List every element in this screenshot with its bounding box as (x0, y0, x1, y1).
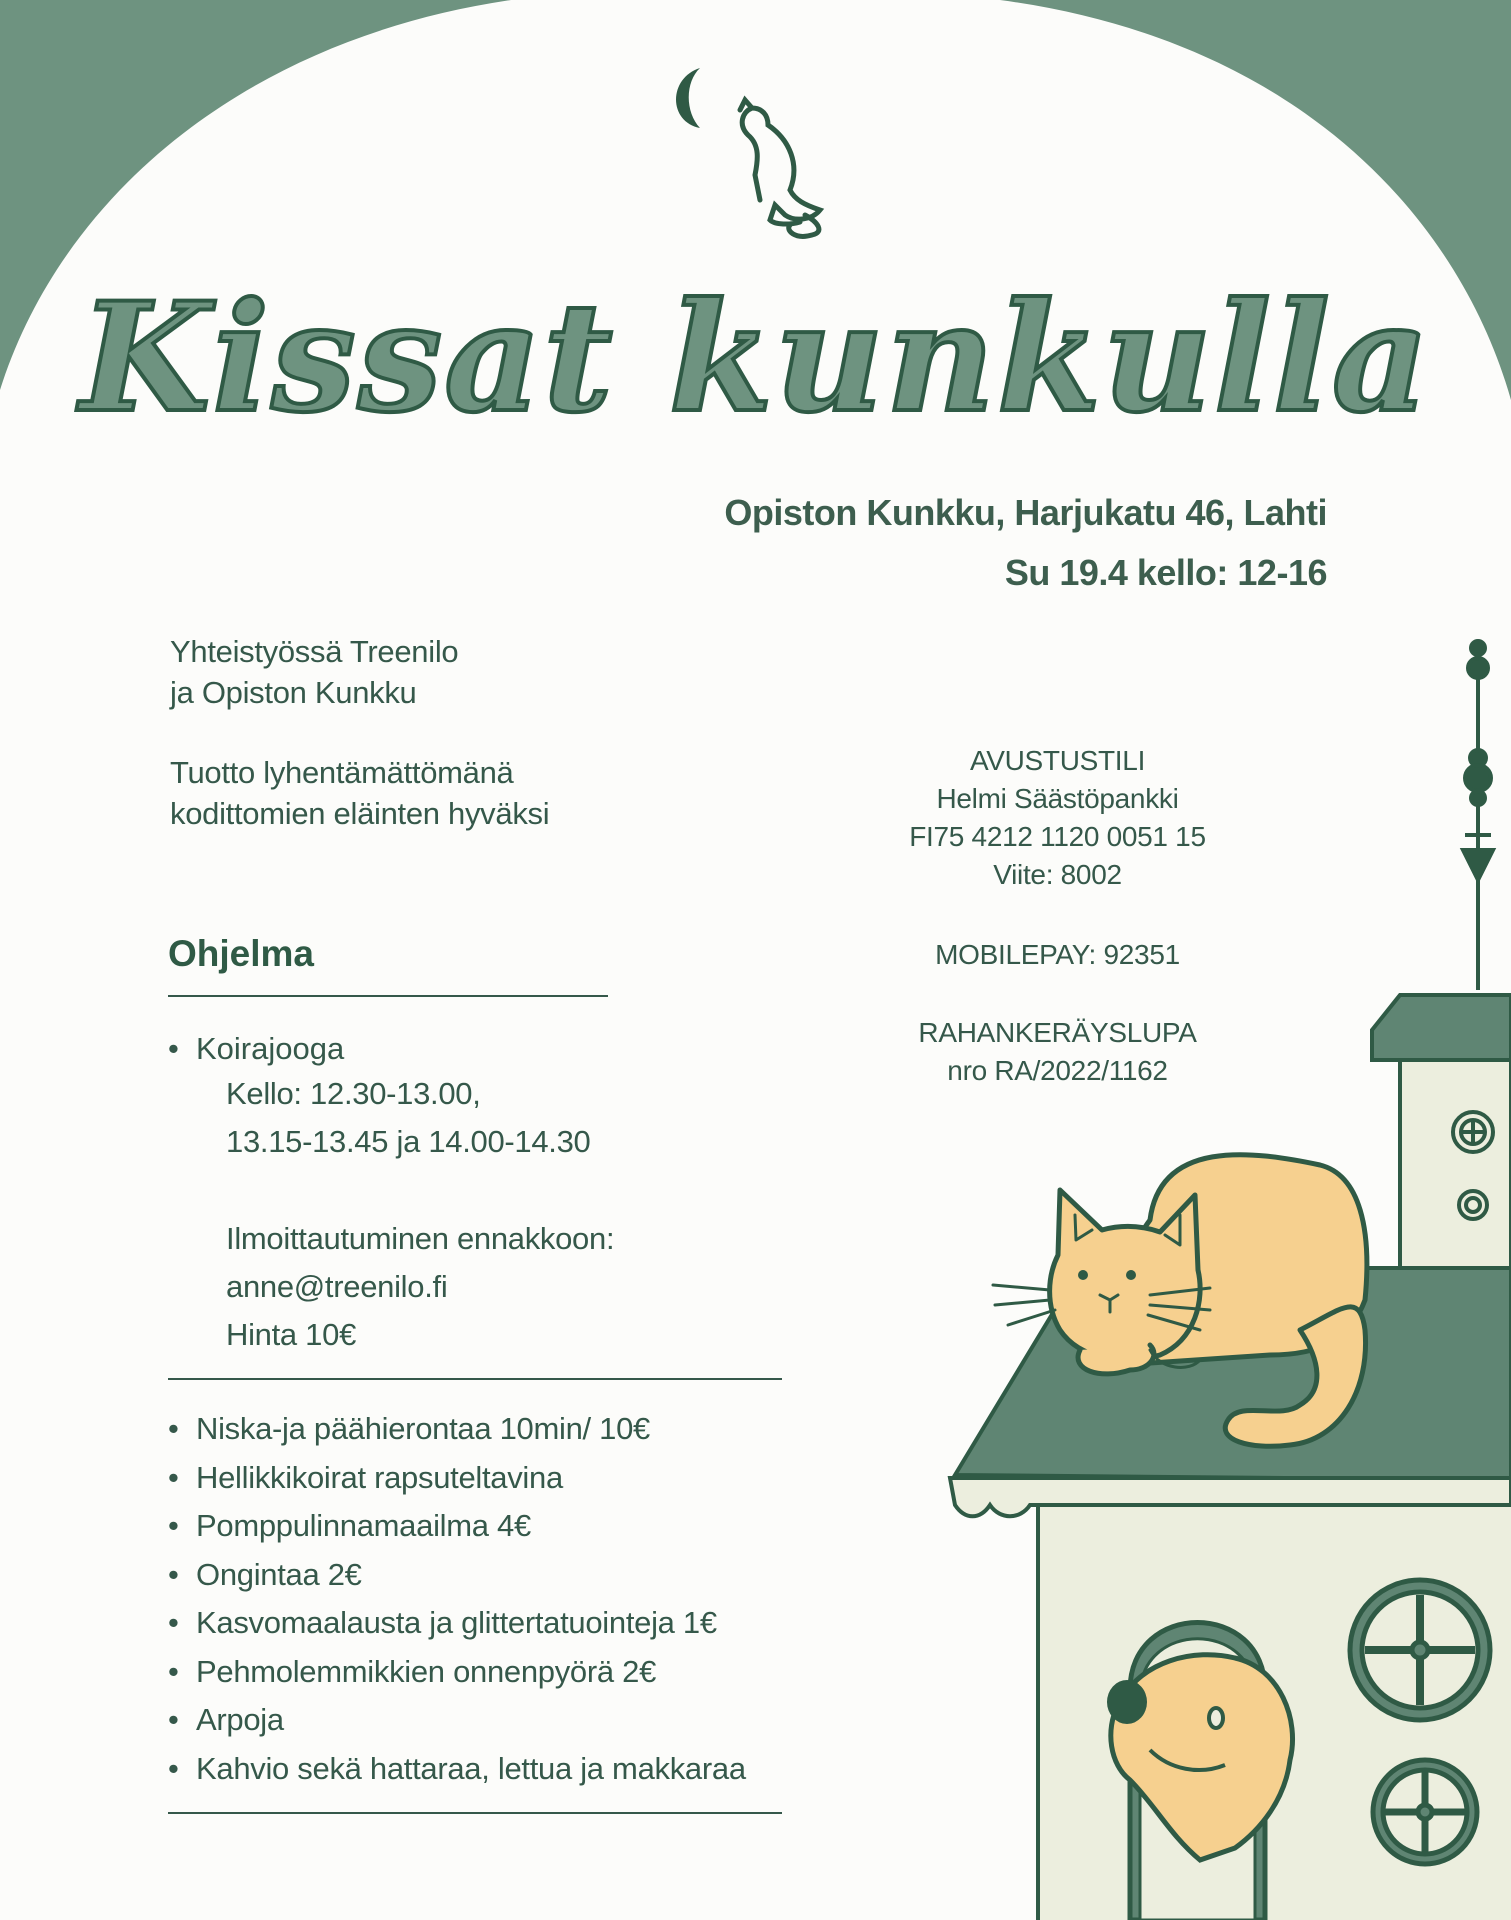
moon-cat-logo-icon (676, 68, 820, 236)
program-heading: Ohjelma (168, 933, 314, 974)
program-list (168, 1405, 746, 1793)
collab-line-1: Yhteistyössä Treenilo (170, 634, 459, 669)
list-item: • Arpoja (168, 1696, 746, 1745)
bullet-icon: • (168, 1031, 179, 1066)
signup-label: Ilmoittautuminen ennakkoon: (226, 1221, 615, 1256)
times-line-2: 13.15-13.45 ja 14.00-14.30 (226, 1124, 591, 1159)
list-item: • Ongintaa 2€ (168, 1551, 746, 1600)
venue-address: Opiston Kunkku, Harjukatu 46, Lahti (724, 492, 1327, 533)
list-item: • Pomppulinnamaailma 4€ (168, 1502, 746, 1551)
list-item-koirajooga (168, 1025, 344, 1073)
reference-number: Viite: 8002 (993, 859, 1122, 890)
koirajooga-times (226, 1070, 591, 1166)
list-item: • Kahvio sekä hattaraa, lettua ja makkaraa (168, 1745, 746, 1794)
bullet-icon: • (168, 1556, 179, 1592)
collaboration-note (170, 631, 458, 713)
list-item: • Pehmolemmikkien onnenpyörä 2€ (168, 1648, 746, 1697)
proceeds-line-2: kodittomien eläinten hyväksi (170, 796, 550, 831)
divider (168, 1812, 782, 1814)
list-item: • Hellikkikoirat rapsuteltavina (168, 1454, 746, 1503)
koirajooga-signup (226, 1215, 614, 1359)
times-line-1: Kello: 12.30-13.00, (226, 1076, 481, 1111)
permit-number: nro RA/2022/1162 (947, 1055, 1168, 1086)
divider (168, 1378, 782, 1380)
fundraising-permit (860, 1014, 1255, 1090)
bullet-icon: • (168, 1702, 179, 1737)
collab-line-2: ja Opiston Kunkku (170, 675, 417, 710)
tower (1372, 995, 1511, 1290)
donation-account (860, 742, 1255, 894)
round-window-1 (1350, 1580, 1490, 1720)
list-item: • Kasvomaalausta ja glittertatuointeja 1€ (168, 1599, 746, 1648)
bullet-icon: • (168, 1750, 179, 1786)
proceeds-line-1: Tuotto lyhentämättömänä (170, 755, 514, 790)
permit-title: RAHANKERÄYSLUPA (918, 1017, 1197, 1048)
bank-name: Helmi Säästöpankki (936, 783, 1179, 814)
list-item: • Niska-ja päähierontaa 10min/ 10€ (168, 1405, 746, 1454)
koirajooga-price: Hinta 10€ (226, 1317, 357, 1352)
round-window-2 (1373, 1760, 1477, 1864)
bullet-icon: • (168, 1653, 179, 1689)
proceeds-note (170, 752, 549, 834)
list-item-label: Koirajooga (196, 1031, 345, 1066)
bullet-icon: • (168, 1459, 179, 1495)
account-title: AVUSTUSTILI (969, 745, 1146, 776)
iban: FI75 4212 1120 0051 15 (909, 821, 1206, 852)
event-title: Kissat kunkulla (79, 270, 1432, 446)
bullet-icon: • (168, 1411, 179, 1446)
signup-email[interactable]: anne@treenilo.fi (226, 1269, 448, 1304)
antenna (1463, 641, 1493, 990)
bullet-icon: • (168, 1605, 179, 1640)
mobilepay-number: MOBILEPAY: 92351 (935, 939, 1180, 970)
bullet-icon: • (168, 1508, 179, 1543)
divider (168, 995, 608, 997)
event-datetime: Su 19.4 kello: 12-16 (1004, 552, 1327, 593)
